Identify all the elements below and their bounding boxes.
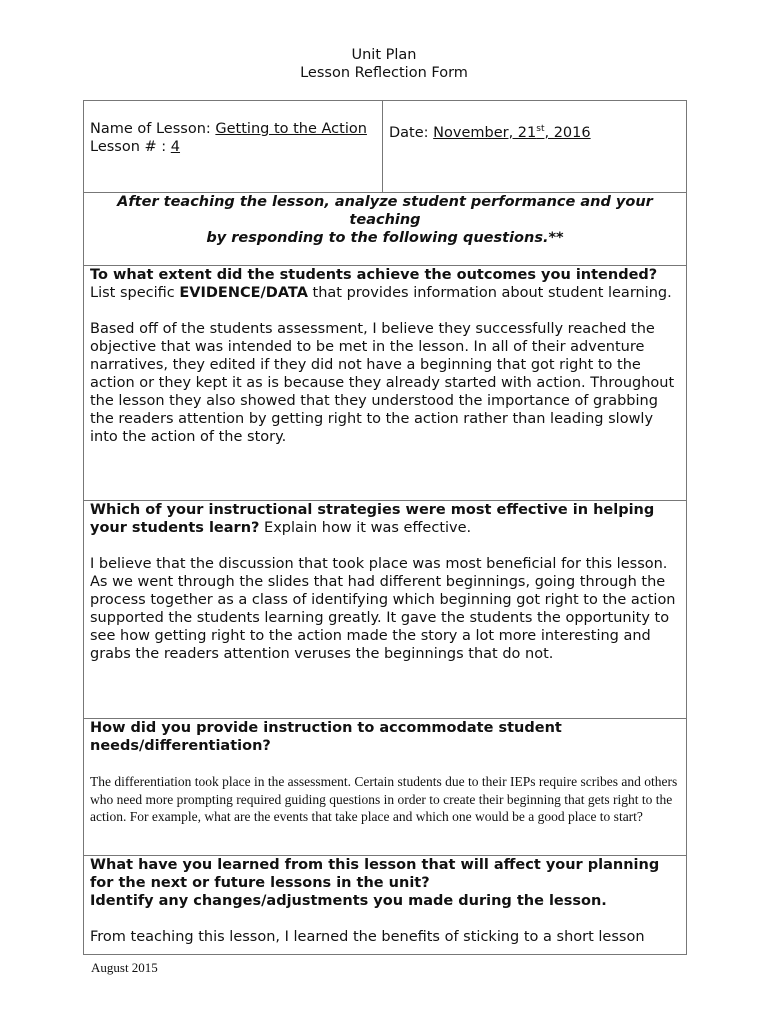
section-outcomes-question: To what extent did the students achieve the outcomes you intended?: [90, 267, 658, 283]
lesson-number-label: Lesson # :: [90, 139, 167, 155]
lesson-name-value: Getting to the Action: [215, 121, 367, 137]
section-differentiation-row: [84, 719, 687, 856]
section-outcomes-row: [84, 266, 687, 501]
lesson-name-label: Name of Lesson:: [90, 121, 211, 137]
date-suffix: , 2016: [544, 124, 591, 141]
prompt-post: that provides information about student learning.: [307, 285, 672, 301]
page-subtitle: Lesson Reflection Form: [300, 65, 468, 81]
section-strategies-question: Which of your instructional strategies were most effective in helping your students learn?: [90, 502, 655, 536]
section-learned-question: What have you learned from this lesson that will affect your planning for the next or future lessons in the unit?: [90, 857, 660, 891]
date-prefix: November, 21: [433, 124, 537, 141]
instructions-line-1: After teaching the lesson, analyze student performance and your teaching: [117, 194, 653, 228]
section-learned-answer: From teaching this lesson, I learned the benefits of sticking to a short lesson: [90, 929, 645, 945]
instructions-row: [84, 193, 687, 266]
section-outcomes-answer: Based off of the students assessment, I believe they successfully reached the objective that was intended to be met in the lesson. In all of their adventure narratives, they edited if they did not have a beginning that got right to the action or they kept it as is because they already started with action. Throughout the lesson they also showed that they understood the importance of grabbing the readers attention by getting right to the action rather than leading slowly into the action of the story.: [90, 321, 675, 445]
section-strategies-question-line: [90, 501, 680, 537]
lesson-name-cell: [84, 101, 383, 193]
section-outcomes-cell: [84, 266, 687, 501]
prompt-bold: EVIDENCE/DATA: [179, 285, 308, 301]
section-strategies-cell: [84, 501, 687, 719]
instructions-cell: [84, 193, 687, 266]
section-differentiation-cell: [84, 719, 687, 856]
lesson-date-cell: [383, 101, 687, 193]
section-learned-question-2: Identify any changes/adjustments you made during the lesson.: [90, 893, 607, 909]
section-strategies-answer: I believe that the discussion that took place was most beneficial for this lesson. As we went through the slides that had different beginnings, going through the process together as a class of identifying which beginning got right to the action supported the students learning greatly. It gave the students the opportunity to see how getting right to the action made the story a lot more interesting and grabs the readers attention veruses the beginnings that do not.: [90, 556, 676, 662]
section-outcomes-prompt: [90, 284, 680, 302]
section-strategies-prompt: Explain how it was effective.: [259, 520, 472, 536]
section-differentiation-question: How did you provide instruction to accommodate student needs/differentiation?: [90, 720, 562, 754]
reflection-form-table: [83, 100, 687, 955]
section-differentiation-answer: The differentiation took place in the assessment. Certain students due to their IEPs require scribes and others who need more prompting required guiding questions in order to create their beginning that gets right to the action. For example, what are the events that take place and which one would be a good place to start?: [90, 774, 678, 824]
lesson-number-value: 4: [170, 139, 181, 155]
section-strategies-row: [84, 501, 687, 719]
page-footer: August 2015: [91, 960, 158, 975]
section-learned-row: [84, 856, 687, 955]
instructions-line-2: by responding to the following questions.**: [206, 230, 564, 246]
page-title: Unit Plan: [351, 47, 417, 63]
section-learned-cell: [84, 856, 687, 955]
lesson-date-label: Date:: [389, 124, 429, 141]
date-ordinal: st: [536, 124, 545, 134]
lesson-info-row: [84, 101, 687, 193]
prompt-pre: List specific: [90, 285, 180, 301]
lesson-date-value: [433, 125, 590, 141]
